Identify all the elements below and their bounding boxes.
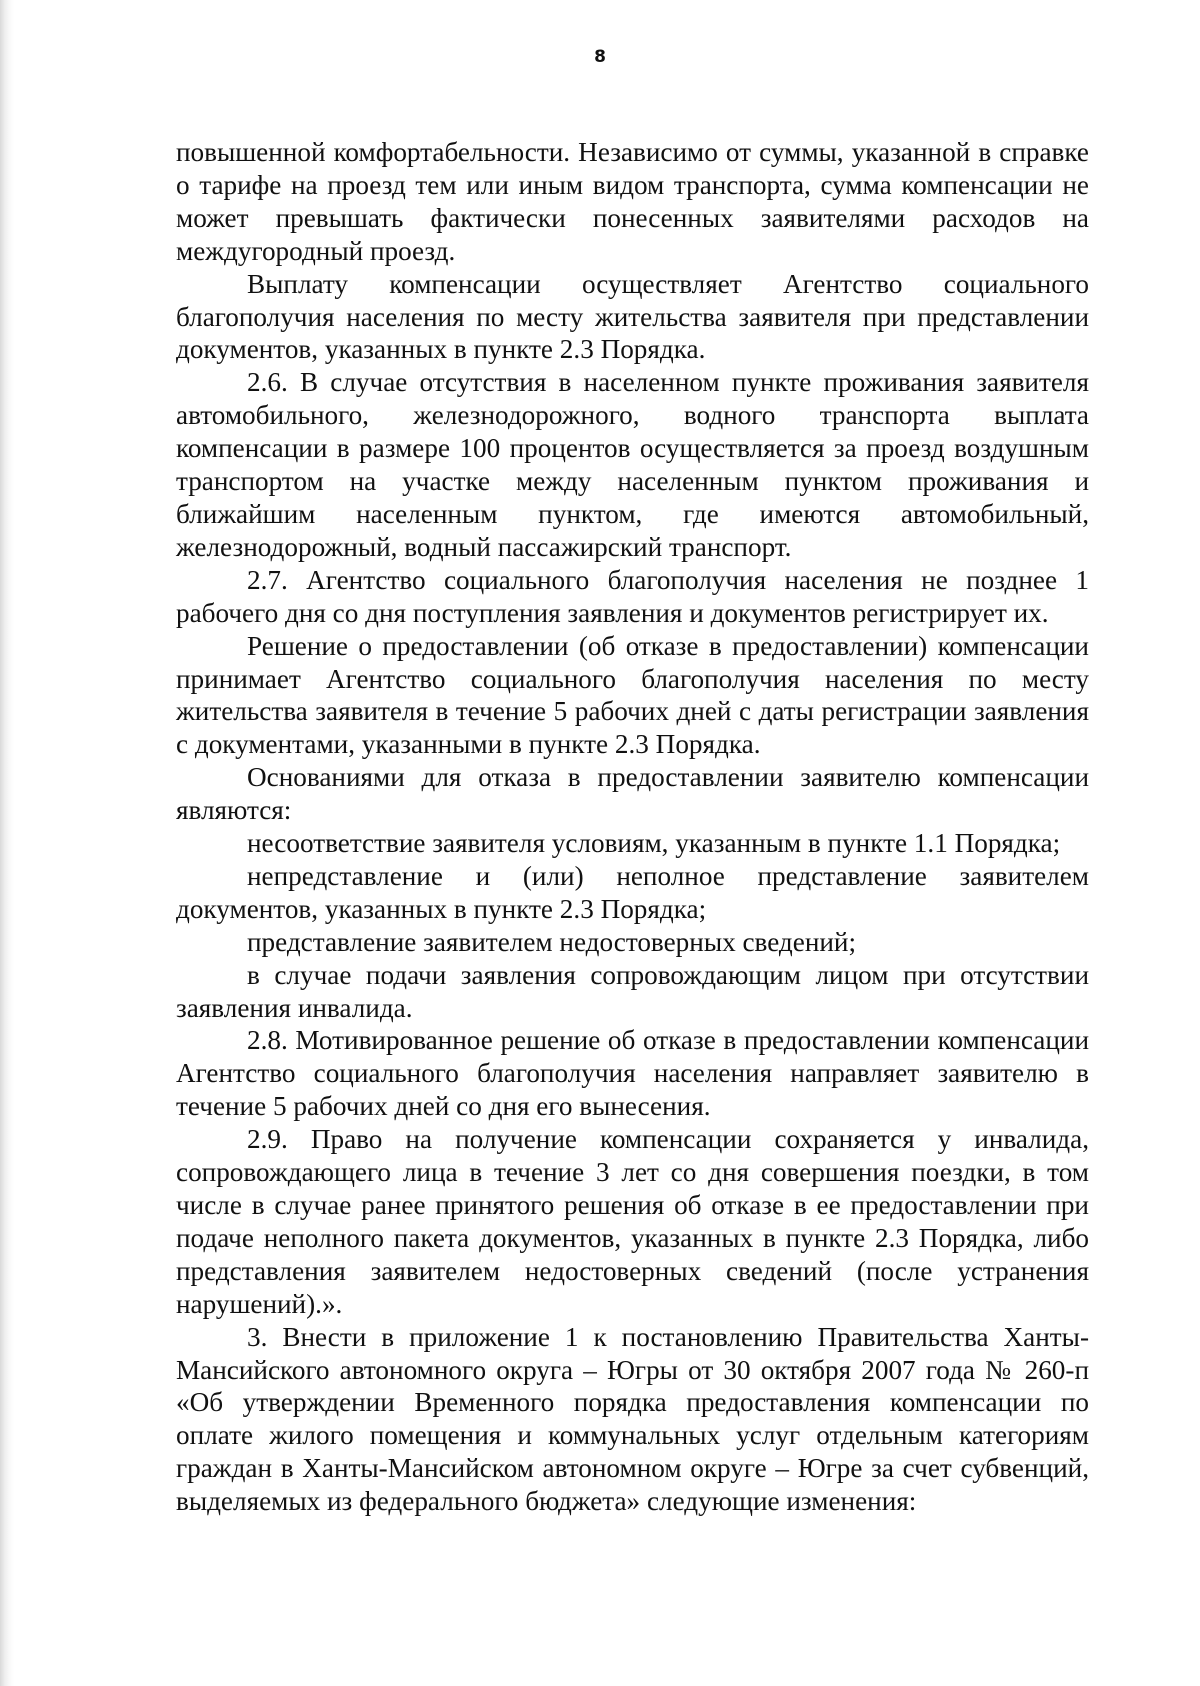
paragraph-refusal-grounds: Основаниями для отказа в предоставлении заявителю компенсации являются: bbox=[176, 762, 1089, 826]
paragraph-2-7: 2.7. Агентство социального благополучия населения не позднее 1 рабочего дня со дня поступления заявления и документов регистрирует их. bbox=[176, 564, 1089, 628]
list-item-escort-application: в случае подачи заявления сопровождающим лицом при отсутствии заявления инвалида. bbox=[176, 959, 1089, 1023]
paragraph-decision: Решение о предоставлении (об отказе в предоставлении) компенсации принимает Агентство социального благополучия населения по месту жительства заявителя в течение 5 рабочих дней с даты регистрации заявления с документами, указанными в пункте 2.3 Порядка. bbox=[176, 630, 1089, 760]
page-number: 8 bbox=[594, 47, 606, 67]
paragraph-2-9: 2.9. Право на получение компенсации сохраняется у инвалида, сопровождающего лица в течение 3 лет со дня совершения поездки, в том числе в случае ранее принятого решения об отказе в ее предоставлении при подаче неполного пакета документов, указанных в пункте 2.3 Порядка, либо представления заявителем недостоверных сведений (после устранения нарушений).». bbox=[176, 1124, 1089, 1319]
list-item-missing-documents: непредставление и (или) неполное представление заявителем документов, указанных в пункте 2.3 Порядка; bbox=[176, 860, 1089, 924]
document-body bbox=[176, 136, 1089, 1518]
paragraph-payment: Выплату компенсации осуществляет Агентство социального благополучия населения по месту жительства заявителя при представлении документов, указанных в пункте 2.3 Порядка. bbox=[176, 268, 1089, 365]
list-item-mismatch: несоответствие заявителя условиям, указанным в пункте 1.1 Порядка; bbox=[247, 828, 1061, 859]
paragraph-2-6: 2.6. В случае отсутствия в населенном пункте проживания заявителя автомобильного, железнодорожного, водного транспорта выплата компенсации в размере 100 процентов осуществляется за проезд воздушным транспортом на участке между населенным пунктом проживания и ближайшим населенным пунктом, где имеются автомобильный, железнодорожный, водный пассажирский транспорт. bbox=[176, 367, 1089, 562]
paragraph-2-8: 2.8. Мотивированное решение об отказе в предоставлении компенсации Агентство социального благополучия населения направляет заявителю в течение 5 рабочих дней со дня его вынесения. bbox=[176, 1025, 1089, 1122]
paragraph-continuation: повышенной комфортабельности. Независимо от суммы, указанной в справке о тарифе на проезд тем или иным видом транспорта, сумма компенсации не может превышать фактически понесенных заявителями расходов на междугородный проезд. bbox=[176, 137, 1089, 266]
paragraph-3: 3. Внести в приложение 1 к постановлению Правительства Ханты-Мансийского автономного округа – Югры от 30 октября 2007 года № 260-п «Об утверждении Временного порядка предоставления компенсации по оплате жилого помещения и коммунальных услуг отдельным категориям граждан в Ханты-Мансийском автономном округе – Югре за счет субвенций, выделяемых из федерального бюджета» следующие изменения: bbox=[176, 1321, 1089, 1517]
scan-edge bbox=[0, 0, 14, 1686]
list-item-false-information: представление заявителем недостоверных сведений; bbox=[247, 926, 857, 957]
